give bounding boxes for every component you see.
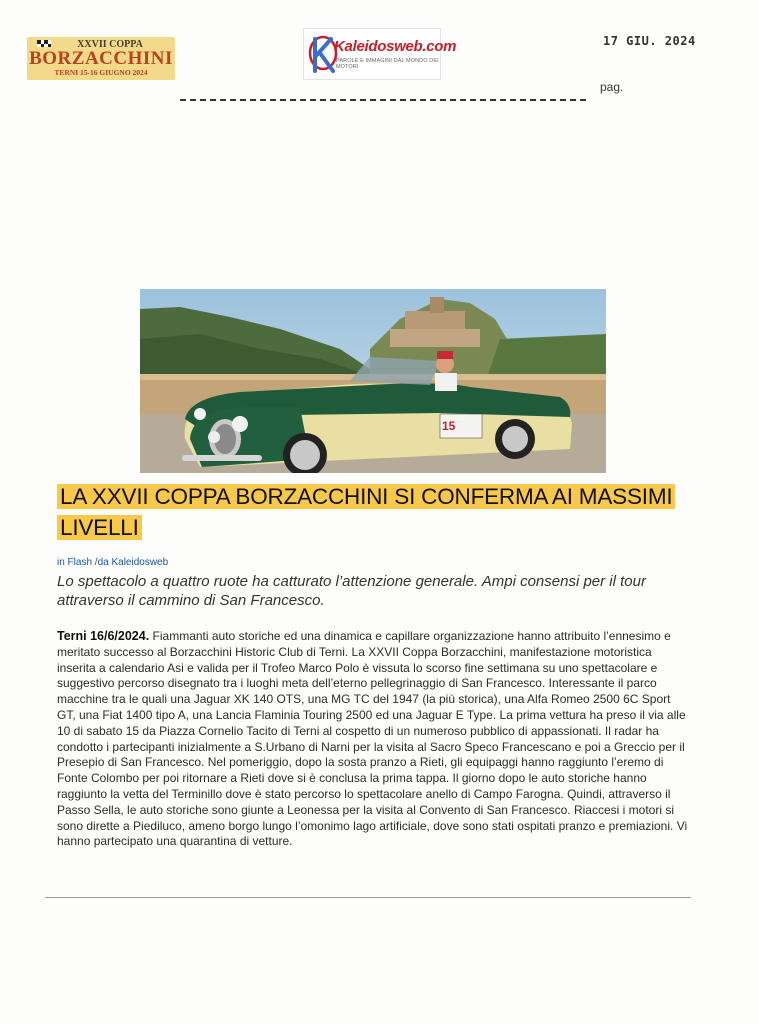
article-dateline: Terni 16/6/2024. <box>57 629 150 643</box>
vintage-car-photo <box>140 289 606 473</box>
headline-text: LA XXVII COPPA BORZACCHINI SI CONFERMA AI MASSIMI LIVELLI <box>57 484 675 540</box>
article-byline: in Flash /da Kaleidosweb <box>57 557 169 568</box>
kaleidosweb-logo <box>303 28 457 80</box>
article-photo <box>140 289 606 473</box>
event-logo-dates: TERNI 15-16 GIUGNO 2024 <box>54 68 148 77</box>
svg-text:15: 15 <box>442 419 456 433</box>
event-logo-edition: XXVII COPPA <box>77 39 143 50</box>
article-body <box>57 629 689 850</box>
site-name: Kaleidosweb.com <box>334 38 457 55</box>
article-subtitle: Lo spettacolo a quattro ruote ha catturato l’attenzione generale. Ampi consensi per il tour attraverso il cammino di San Francesco. <box>57 573 646 609</box>
checkered-flag-icon <box>37 40 51 50</box>
bottom-rule <box>45 897 691 898</box>
article-body-text: Fiammanti auto storiche ed una dinamica e capillare organizzazione hanno attribuito l’ennesimo e meritato successo al Borzacchini Historic Club di Terni. La XXVII Coppa Borzacchini, manifestazione motoristica inserita a calendario Asi e valida per il Trofeo Marco Polo è vissuta lo scorso fine settimana su uno spettacolare e suggestivo percorso disegnato tra i luoghi meta dell’eterno pellegrinaggio di San Francesco. Interessante il parco macchine tra le quali una Jaguar XK 140 OTS, una MG TC del 1947 (la più storica), una Alfa Romeo 2500 6C Sport GT, una Fiat 1400 tipo A, una Lancia Flaminia Touring 2500 ed una Jaguar E Type. La prima vettura ha preso il via alle 10 di sabato 15 da Piazza Cornelio Tacito di Terni al cospetto di un numeroso pubblico di appassionati. Il radar ha condotto i partecipanti inizialmente a S.Urbano di Narni per la visita al Sacro Speco Francescano e poi a Greccio per il Presepio di San Francesco. Nel pomeriggio, dopo la sosta pranzo a Rieti, gli equipaggi hanno raggiunto l’eremo di Fonte Colombo per poi ritornare a Rieti dove si è conclusa la prima tappa. Il giorno dopo le auto storiche hanno raggiunto la vetta del Terminillo dove è stato percorso lo spettacolare anello di Campo Farogna. Quindi, attraverso il Passo Sella, le auto storiche sono giunte a Leonessa per la visita al Convento di San Francesco. Riaccesi i motori si sono dirette a Piediluco, ameno borgo lungo l’omonimo lago artificiale, dove sono stati ospitati pranzo e premiazioni. Vi hanno partecipato una quarantina di vetture. <box>57 629 688 849</box>
event-logo-name: BORZACCHINI <box>29 48 173 69</box>
date-stamp: 17 GIU. 2024 <box>603 34 696 48</box>
event-logo <box>27 37 175 80</box>
page-label: pag. <box>600 80 624 94</box>
dashed-divider <box>180 99 586 101</box>
site-tagline: PAROLE E IMMAGINI DAL MONDO DEI MOTORI <box>336 58 439 70</box>
article-headline <box>57 481 677 543</box>
